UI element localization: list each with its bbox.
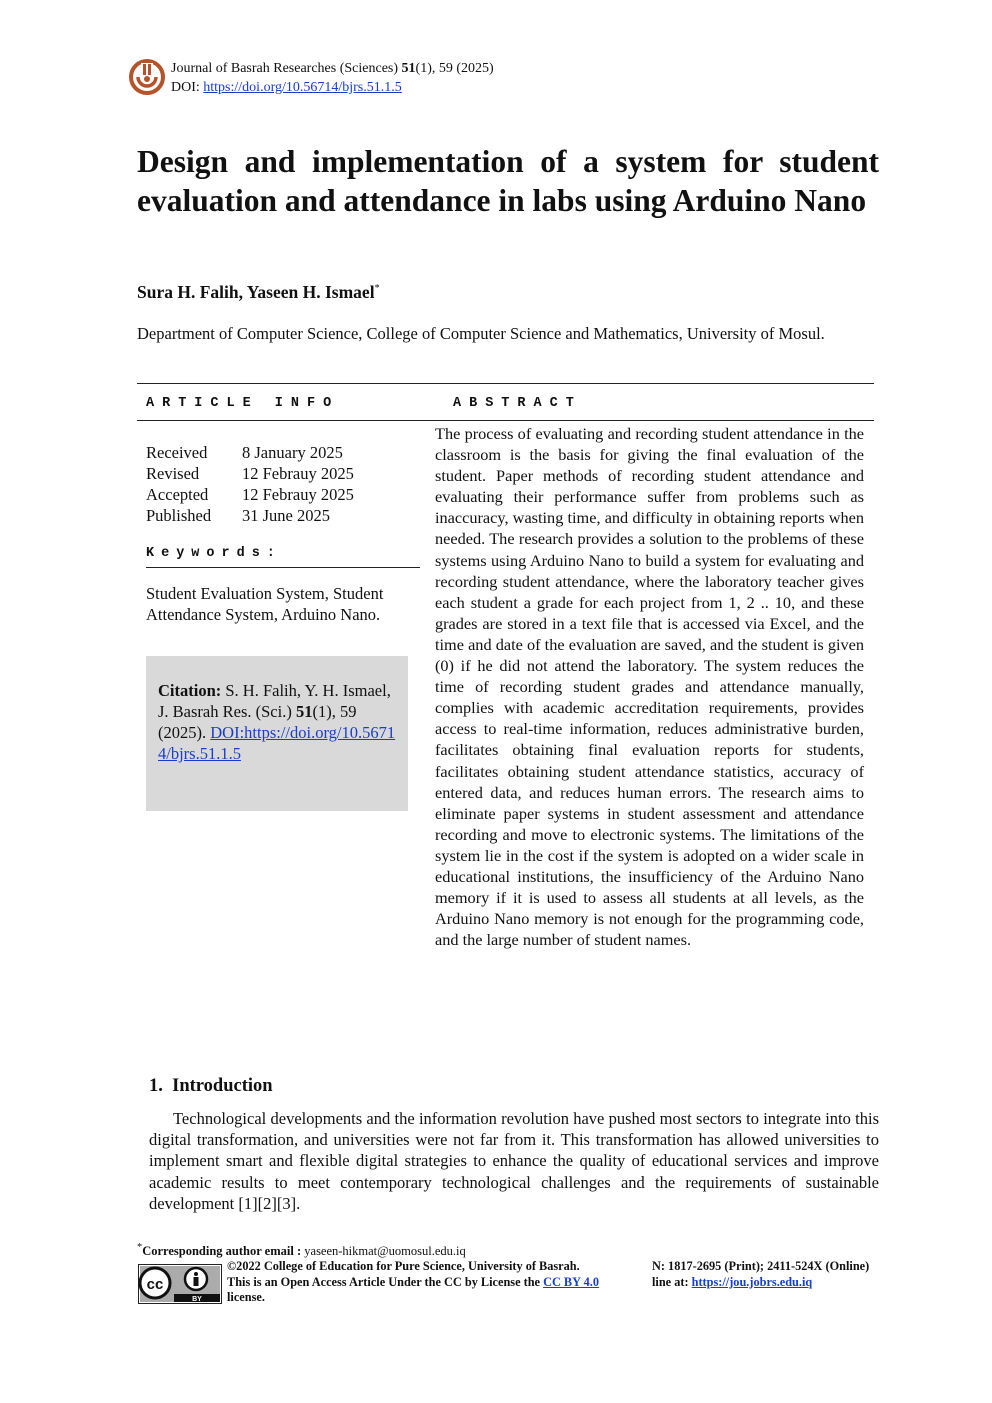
journal-website-link[interactable]: https://jou.jobrs.edu.iq xyxy=(691,1274,813,1289)
introduction-heading: 1. Introduction xyxy=(149,1076,273,1096)
authors: Sura H. Falih, Yaseen H. Ismael xyxy=(137,282,375,302)
date-value: 12 Febrauy 2025 xyxy=(242,485,354,504)
cc-symbol-icon: cc xyxy=(146,1276,164,1293)
copyright-end: license. xyxy=(227,1290,265,1304)
doi-label: DOI: xyxy=(171,80,204,95)
author-list xyxy=(137,282,380,303)
citation-label: Citation: xyxy=(158,681,222,700)
affiliation: Department of Computer Science, College of Computer Science and Mathematics, University of Mosul. xyxy=(137,324,825,343)
date-row xyxy=(146,442,354,463)
corresponding-label: Corresponding author email : xyxy=(142,1244,302,1259)
corresponding-author xyxy=(137,1242,466,1259)
article-dates xyxy=(146,442,354,526)
date-label: Published xyxy=(146,506,212,525)
issn-text: N: 1817-2695 (Print); 2411-524X (Online) xyxy=(652,1259,870,1273)
article-info-heading: ARTICLE INFO xyxy=(146,396,340,411)
date-value: 8 January 2025 xyxy=(242,443,343,462)
date-value: 31 June 2025 xyxy=(242,506,330,525)
keywords-heading: Keywords: xyxy=(146,546,282,561)
corresponding-mark: * xyxy=(137,1242,143,1253)
corresponding-mark: * xyxy=(374,283,380,295)
journal-citation-line xyxy=(171,60,494,78)
header-divider xyxy=(137,420,874,421)
copyright-text: ©2022 College of Education for Pure Science, University of Basrah. This is an Open Access Article Under the CC by License the xyxy=(227,1259,580,1289)
issn-info xyxy=(652,1259,869,1290)
doi-line xyxy=(171,79,402,97)
date-label: Revised xyxy=(146,464,200,483)
top-divider xyxy=(137,383,874,384)
online-line xyxy=(652,1275,869,1291)
journal-name: Journal of Basrah Researches (Sciences) xyxy=(171,61,402,76)
cc-by-link[interactable]: CC BY 4.0 xyxy=(543,1274,599,1289)
copyright-notice xyxy=(227,1259,602,1306)
date-row xyxy=(146,463,354,484)
cc-license-badge[interactable] xyxy=(138,1264,222,1304)
corresponding-email: yaseen-hikmat@uomosul.edu.iq xyxy=(301,1244,466,1259)
citation-text xyxy=(158,680,398,764)
paper-title: Design and implementation of a system for student evaluation and attendance in labs using Arduino Nano xyxy=(137,144,879,218)
date-row xyxy=(146,505,354,526)
citation-rest: (1), 59 (2025). xyxy=(158,702,357,742)
abstract-text: The process of evaluating and recording student attendance in the classroom is the basis for giving the final evaluation of the student. Paper methods of recording student attendance and evaluating their performance suffer from problems such as inaccuracy, wasting time, and difficulty in obtaining reports when needed. The research provides a solution to the problems of these systems using Arduino Nano to build a system for evaluating and recording student attendance, where the laboratory teacher gives each student a grade for each project from 1, 2 .. 10, and these grades are stored in a text file that is accessed via Excel, and the time and date of the evaluation are saved, and the student is given (0) if he did not attend the laboratory. The system reduces the time of recording student grades and attendance manually, complies with academic accreditation requirements, provides access to real-time information, reduces administrative burden, facilitates obtaining final evaluation reports for students, facilitates obtaining student attendance statistics, accuracy of entered data, and reduces human errors. The research aims to eliminate paper systems in student assessment and attendance recording and move to electronic systems. The limitations of the system lie in the cost if the system is adopted on a wider scale in educational institutions, the insufficiency of the Arduino Nano memory if it is used to assess all students at all levels, as the Arduino Nano memory is not enough for the programming code, and the large number of student names. xyxy=(435,424,864,950)
date-label: Received xyxy=(146,443,208,462)
keywords-text: Student Evaluation System, Student Attendance System, Arduino Nano. xyxy=(146,584,384,624)
journal-issue: (1), 59 (2025) xyxy=(415,61,494,76)
introduction-text: Technological developments and the information revolution have pushed most sectors to integrate into this digital transformation, and universities were not far from it. This transformation has allowed universities to implement smart and flexible digital strategies to enhance the quality of educational services and improve academic results to meet contemporary technological challenges and the requirements of sustainable development [1][2][3]. xyxy=(149,1109,879,1213)
citation-body: S. H. Falih, Y. H. Ismael, J. Basrah Res. (Sci.) xyxy=(158,681,391,721)
date-label: Accepted xyxy=(146,485,209,504)
doi-link[interactable]: https://doi.org/10.56714/bjrs.51.1.5 xyxy=(203,80,402,95)
citation-doi-link[interactable]: DOI:https://doi.org/10.56714/bjrs.51.1.5 xyxy=(158,723,396,763)
abstract-heading: ABSTRACT xyxy=(453,396,582,411)
citation-volume: 51 xyxy=(295,702,313,721)
date-value: 12 Febrauy 2025 xyxy=(242,464,354,483)
journal-volume: 51 xyxy=(401,61,416,76)
journal-logo-icon xyxy=(128,58,166,96)
online-label: line at: xyxy=(652,1274,692,1289)
citation-box xyxy=(146,656,408,811)
keywords-divider xyxy=(146,567,420,568)
cc-by-text: BY xyxy=(192,1296,202,1303)
date-row xyxy=(146,484,354,505)
